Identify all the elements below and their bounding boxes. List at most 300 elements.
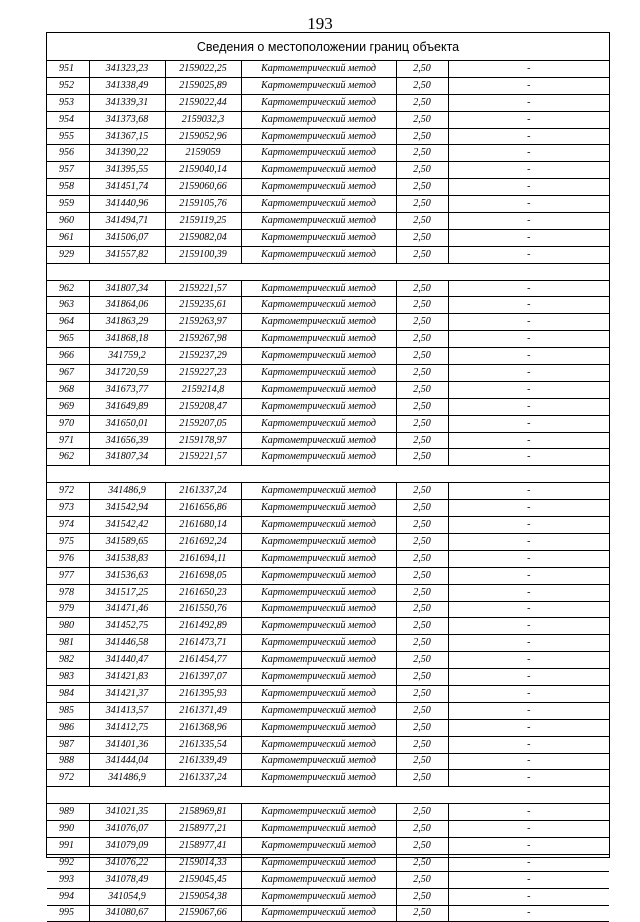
y-coordinate: 2161656,86 <box>165 500 241 517</box>
table-title: Сведения о местоположении границ объекта <box>47 33 609 61</box>
description-cell: - <box>448 685 609 702</box>
method-cell: Картометрический метод <box>241 719 396 736</box>
x-coordinate: 341021,35 <box>89 804 165 821</box>
table-row <box>47 821 609 838</box>
point-number: 995 <box>47 905 89 922</box>
accuracy-cell: 2,50 <box>396 753 448 770</box>
y-coordinate: 2159067,66 <box>165 905 241 922</box>
x-coordinate: 341650,01 <box>89 415 165 432</box>
accuracy-cell: 2,50 <box>396 145 448 162</box>
table-row <box>47 229 609 246</box>
x-coordinate: 341807,34 <box>89 280 165 297</box>
y-coordinate: 2159022,44 <box>165 94 241 111</box>
x-coordinate: 341440,47 <box>89 652 165 669</box>
method-cell: Картометрический метод <box>241 601 396 618</box>
y-coordinate: 2159060,66 <box>165 179 241 196</box>
description-cell: - <box>448 213 609 230</box>
table-row <box>47 702 609 719</box>
description-cell: - <box>448 652 609 669</box>
accuracy-cell: 2,50 <box>396 550 448 567</box>
y-coordinate: 2159214,8 <box>165 381 241 398</box>
method-cell: Картометрический метод <box>241 94 396 111</box>
y-coordinate: 2161371,49 <box>165 702 241 719</box>
table-row <box>47 61 609 77</box>
x-coordinate: 341589,65 <box>89 533 165 550</box>
table-row <box>47 179 609 196</box>
point-number: 992 <box>47 854 89 871</box>
y-coordinate: 2158969,81 <box>165 804 241 821</box>
y-coordinate: 2161397,07 <box>165 669 241 686</box>
description-cell: - <box>448 871 609 888</box>
method-cell: Картометрический метод <box>241 331 396 348</box>
point-number: 929 <box>47 246 89 263</box>
method-cell: Картометрический метод <box>241 314 396 331</box>
point-number: 986 <box>47 719 89 736</box>
x-coordinate: 341367,15 <box>89 128 165 145</box>
accuracy-cell: 2,50 <box>396 770 448 787</box>
table-row <box>47 567 609 584</box>
accuracy-cell: 2,50 <box>396 246 448 263</box>
method-cell: Картометрический метод <box>241 685 396 702</box>
y-coordinate: 2161368,96 <box>165 719 241 736</box>
y-coordinate: 2161650,23 <box>165 584 241 601</box>
y-coordinate: 2159100,39 <box>165 246 241 263</box>
point-number: 976 <box>47 550 89 567</box>
point-number: 966 <box>47 348 89 365</box>
description-cell: - <box>448 365 609 382</box>
accuracy-cell: 2,50 <box>396 601 448 618</box>
accuracy-cell: 2,50 <box>396 837 448 854</box>
point-number: 963 <box>47 297 89 314</box>
method-cell: Картометрический метод <box>241 398 396 415</box>
accuracy-cell: 2,50 <box>396 804 448 821</box>
description-cell: - <box>448 821 609 838</box>
table-row <box>47 432 609 449</box>
description-cell: - <box>448 331 609 348</box>
accuracy-cell: 2,50 <box>396 213 448 230</box>
group-separator <box>47 263 609 280</box>
method-cell: Картометрический метод <box>241 196 396 213</box>
point-number: 993 <box>47 871 89 888</box>
separator-cell <box>47 263 609 280</box>
point-number: 971 <box>47 432 89 449</box>
point-number: 990 <box>47 821 89 838</box>
method-cell: Картометрический метод <box>241 905 396 922</box>
description-cell: - <box>448 517 609 534</box>
y-coordinate: 2161698,05 <box>165 567 241 584</box>
y-coordinate: 2159221,57 <box>165 449 241 466</box>
method-cell: Картометрический метод <box>241 111 396 128</box>
method-cell: Картометрический метод <box>241 381 396 398</box>
description-cell: - <box>448 229 609 246</box>
table-row <box>47 162 609 179</box>
y-coordinate: 2161694,11 <box>165 550 241 567</box>
method-cell: Картометрический метод <box>241 145 396 162</box>
y-coordinate: 2159040,14 <box>165 162 241 179</box>
y-coordinate: 2158977,41 <box>165 837 241 854</box>
y-coordinate: 2159082,04 <box>165 229 241 246</box>
description-cell: - <box>448 432 609 449</box>
description-cell: - <box>448 533 609 550</box>
x-coordinate: 341078,49 <box>89 871 165 888</box>
y-coordinate: 2159208,47 <box>165 398 241 415</box>
description-cell: - <box>448 584 609 601</box>
point-number: 994 <box>47 888 89 905</box>
table-row <box>47 348 609 365</box>
table-row <box>47 483 609 500</box>
description-cell: - <box>448 483 609 500</box>
method-cell: Картометрический метод <box>241 702 396 719</box>
point-number: 973 <box>47 500 89 517</box>
point-number: 968 <box>47 381 89 398</box>
point-number: 957 <box>47 162 89 179</box>
table-row <box>47 770 609 787</box>
accuracy-cell: 2,50 <box>396 314 448 331</box>
method-cell: Картометрический метод <box>241 871 396 888</box>
x-coordinate: 341506,07 <box>89 229 165 246</box>
accuracy-cell: 2,50 <box>396 432 448 449</box>
point-number: 969 <box>47 398 89 415</box>
accuracy-cell: 2,50 <box>396 905 448 922</box>
accuracy-cell: 2,50 <box>396 719 448 736</box>
y-coordinate: 2161550,76 <box>165 601 241 618</box>
accuracy-cell: 2,50 <box>396 61 448 77</box>
table-row <box>47 652 609 669</box>
table-row <box>47 837 609 854</box>
description-cell: - <box>448 669 609 686</box>
accuracy-cell: 2,50 <box>396 618 448 635</box>
point-number: 983 <box>47 669 89 686</box>
x-coordinate: 341656,39 <box>89 432 165 449</box>
description-cell: - <box>448 618 609 635</box>
table-row <box>47 128 609 145</box>
point-number: 964 <box>47 314 89 331</box>
point-number: 962 <box>47 449 89 466</box>
description-cell: - <box>448 314 609 331</box>
table-row <box>47 196 609 213</box>
x-coordinate: 341338,49 <box>89 77 165 94</box>
x-coordinate: 341452,75 <box>89 618 165 635</box>
table-row <box>47 111 609 128</box>
method-cell: Картометрический метод <box>241 770 396 787</box>
point-number: 977 <box>47 567 89 584</box>
point-number: 958 <box>47 179 89 196</box>
x-coordinate: 341451,74 <box>89 179 165 196</box>
point-number: 955 <box>47 128 89 145</box>
accuracy-cell: 2,50 <box>396 229 448 246</box>
accuracy-cell: 2,50 <box>396 533 448 550</box>
method-cell: Картометрический метод <box>241 61 396 77</box>
description-cell: - <box>448 381 609 398</box>
method-cell: Картометрический метод <box>241 837 396 854</box>
table-row <box>47 601 609 618</box>
accuracy-cell: 2,50 <box>396 331 448 348</box>
accuracy-cell: 2,50 <box>396 94 448 111</box>
point-number: 960 <box>47 213 89 230</box>
method-cell: Картометрический метод <box>241 280 396 297</box>
accuracy-cell: 2,50 <box>396 381 448 398</box>
x-coordinate: 341076,07 <box>89 821 165 838</box>
y-coordinate: 2158977,21 <box>165 821 241 838</box>
description-cell: - <box>448 702 609 719</box>
description-cell: - <box>448 500 609 517</box>
point-number: 952 <box>47 77 89 94</box>
x-coordinate: 341720,59 <box>89 365 165 382</box>
method-cell: Картометрический метод <box>241 888 396 905</box>
method-cell: Картометрический метод <box>241 635 396 652</box>
point-number: 953 <box>47 94 89 111</box>
y-coordinate: 2161339,49 <box>165 753 241 770</box>
method-cell: Картометрический метод <box>241 736 396 753</box>
table-row <box>47 314 609 331</box>
y-coordinate: 2159032,3 <box>165 111 241 128</box>
point-number: 962 <box>47 280 89 297</box>
table-row <box>47 517 609 534</box>
table-row <box>47 584 609 601</box>
method-cell: Картометрический метод <box>241 297 396 314</box>
method-cell: Картометрический метод <box>241 533 396 550</box>
y-coordinate: 2161680,14 <box>165 517 241 534</box>
description-cell: - <box>448 550 609 567</box>
description-cell: - <box>448 128 609 145</box>
accuracy-cell: 2,50 <box>396 888 448 905</box>
description-cell: - <box>448 179 609 196</box>
accuracy-cell: 2,50 <box>396 348 448 365</box>
y-coordinate: 2159025,89 <box>165 77 241 94</box>
method-cell: Картометрический метод <box>241 179 396 196</box>
group-separator <box>47 787 609 804</box>
table-row <box>47 550 609 567</box>
y-coordinate: 2159022,25 <box>165 61 241 77</box>
method-cell: Картометрический метод <box>241 483 396 500</box>
accuracy-cell: 2,50 <box>396 449 448 466</box>
x-coordinate: 341054,9 <box>89 888 165 905</box>
x-coordinate: 341079,09 <box>89 837 165 854</box>
x-coordinate: 341076,22 <box>89 854 165 871</box>
table-row <box>47 94 609 111</box>
description-cell: - <box>448 145 609 162</box>
x-coordinate: 341373,68 <box>89 111 165 128</box>
x-coordinate: 341864,06 <box>89 297 165 314</box>
description-cell: - <box>448 770 609 787</box>
point-number: 988 <box>47 753 89 770</box>
table-row <box>47 365 609 382</box>
method-cell: Картометрический метод <box>241 821 396 838</box>
y-coordinate: 2159207,05 <box>165 415 241 432</box>
y-coordinate: 2161335,54 <box>165 736 241 753</box>
table-row <box>47 905 609 922</box>
boundary-sheet <box>46 32 610 919</box>
x-coordinate: 341538,83 <box>89 550 165 567</box>
accuracy-cell: 2,50 <box>396 584 448 601</box>
description-cell: - <box>448 297 609 314</box>
accuracy-cell: 2,50 <box>396 297 448 314</box>
point-number: 972 <box>47 770 89 787</box>
table-row <box>47 246 609 263</box>
x-coordinate: 341542,42 <box>89 517 165 534</box>
y-coordinate: 2161492,89 <box>165 618 241 635</box>
description-cell: - <box>448 77 609 94</box>
accuracy-cell: 2,50 <box>396 179 448 196</box>
x-coordinate: 341486,9 <box>89 770 165 787</box>
x-coordinate: 341494,71 <box>89 213 165 230</box>
coordinates-table-body <box>47 61 609 922</box>
point-number: 985 <box>47 702 89 719</box>
table-row <box>47 297 609 314</box>
description-cell: - <box>448 94 609 111</box>
point-number: 978 <box>47 584 89 601</box>
x-coordinate: 341390,22 <box>89 145 165 162</box>
description-cell: - <box>448 601 609 618</box>
description-cell: - <box>448 415 609 432</box>
y-coordinate: 2161473,71 <box>165 635 241 652</box>
point-number: 981 <box>47 635 89 652</box>
y-coordinate: 2159221,57 <box>165 280 241 297</box>
description-cell: - <box>448 567 609 584</box>
accuracy-cell: 2,50 <box>396 871 448 888</box>
method-cell: Картометрический метод <box>241 348 396 365</box>
description-cell: - <box>448 280 609 297</box>
separator-cell <box>47 466 609 483</box>
point-number: 979 <box>47 601 89 618</box>
method-cell: Картометрический метод <box>241 365 396 382</box>
description-cell: - <box>448 905 609 922</box>
description-cell: - <box>448 348 609 365</box>
description-cell: - <box>448 61 609 77</box>
point-number: 967 <box>47 365 89 382</box>
y-coordinate: 2159235,61 <box>165 297 241 314</box>
x-coordinate: 341412,75 <box>89 719 165 736</box>
y-coordinate: 2159059 <box>165 145 241 162</box>
point-number: 980 <box>47 618 89 635</box>
x-coordinate: 341421,83 <box>89 669 165 686</box>
y-coordinate: 2159178,97 <box>165 432 241 449</box>
x-coordinate: 341807,34 <box>89 449 165 466</box>
accuracy-cell: 2,50 <box>396 483 448 500</box>
x-coordinate: 341421,37 <box>89 685 165 702</box>
x-coordinate: 341395,55 <box>89 162 165 179</box>
x-coordinate: 341323,23 <box>89 61 165 77</box>
x-coordinate: 341557,82 <box>89 246 165 263</box>
point-number: 984 <box>47 685 89 702</box>
table-row <box>47 280 609 297</box>
accuracy-cell: 2,50 <box>396 567 448 584</box>
x-coordinate: 341517,25 <box>89 584 165 601</box>
accuracy-cell: 2,50 <box>396 196 448 213</box>
accuracy-cell: 2,50 <box>396 500 448 517</box>
method-cell: Картометрический метод <box>241 753 396 770</box>
x-coordinate: 341486,9 <box>89 483 165 500</box>
y-coordinate: 2161337,24 <box>165 770 241 787</box>
description-cell: - <box>448 804 609 821</box>
x-coordinate: 341339,31 <box>89 94 165 111</box>
x-coordinate: 341401,36 <box>89 736 165 753</box>
y-coordinate: 2159267,98 <box>165 331 241 348</box>
description-cell: - <box>448 398 609 415</box>
point-number: 989 <box>47 804 89 821</box>
y-coordinate: 2161337,24 <box>165 483 241 500</box>
description-cell: - <box>448 449 609 466</box>
table-row <box>47 415 609 432</box>
method-cell: Картометрический метод <box>241 500 396 517</box>
x-coordinate: 341440,96 <box>89 196 165 213</box>
accuracy-cell: 2,50 <box>396 398 448 415</box>
point-number: 982 <box>47 652 89 669</box>
point-number: 972 <box>47 483 89 500</box>
point-number: 954 <box>47 111 89 128</box>
point-number: 965 <box>47 331 89 348</box>
y-coordinate: 2161395,93 <box>165 685 241 702</box>
method-cell: Картометрический метод <box>241 77 396 94</box>
x-coordinate: 341673,77 <box>89 381 165 398</box>
table-row <box>47 635 609 652</box>
table-row <box>47 871 609 888</box>
accuracy-cell: 2,50 <box>396 736 448 753</box>
method-cell: Картометрический метод <box>241 415 396 432</box>
x-coordinate: 341080,67 <box>89 905 165 922</box>
accuracy-cell: 2,50 <box>396 821 448 838</box>
accuracy-cell: 2,50 <box>396 669 448 686</box>
x-coordinate: 341759,2 <box>89 348 165 365</box>
accuracy-cell: 2,50 <box>396 128 448 145</box>
point-number: 951 <box>47 61 89 77</box>
table-row <box>47 77 609 94</box>
table-row <box>47 719 609 736</box>
accuracy-cell: 2,50 <box>396 652 448 669</box>
y-coordinate: 2159014,33 <box>165 854 241 871</box>
y-coordinate: 2159119,25 <box>165 213 241 230</box>
x-coordinate: 341446,58 <box>89 635 165 652</box>
group-separator <box>47 466 609 483</box>
table-row <box>47 533 609 550</box>
method-cell: Картометрический метод <box>241 449 396 466</box>
description-cell: - <box>448 888 609 905</box>
description-cell: - <box>448 635 609 652</box>
description-cell: - <box>448 837 609 854</box>
method-cell: Картометрический метод <box>241 517 396 534</box>
x-coordinate: 341471,46 <box>89 601 165 618</box>
table-row <box>47 449 609 466</box>
accuracy-cell: 2,50 <box>396 517 448 534</box>
accuracy-cell: 2,50 <box>396 635 448 652</box>
method-cell: Картометрический метод <box>241 652 396 669</box>
accuracy-cell: 2,50 <box>396 280 448 297</box>
description-cell: - <box>448 854 609 871</box>
point-number: 975 <box>47 533 89 550</box>
y-coordinate: 2159227,23 <box>165 365 241 382</box>
table-row <box>47 398 609 415</box>
x-coordinate: 341649,89 <box>89 398 165 415</box>
accuracy-cell: 2,50 <box>396 111 448 128</box>
accuracy-cell: 2,50 <box>396 365 448 382</box>
description-cell: - <box>448 162 609 179</box>
method-cell: Картометрический метод <box>241 584 396 601</box>
table-row <box>47 753 609 770</box>
table-row <box>47 804 609 821</box>
x-coordinate: 341413,57 <box>89 702 165 719</box>
point-number: 959 <box>47 196 89 213</box>
point-number: 987 <box>47 736 89 753</box>
y-coordinate: 2159052,96 <box>165 128 241 145</box>
table-row <box>47 669 609 686</box>
accuracy-cell: 2,50 <box>396 685 448 702</box>
table-row <box>47 145 609 162</box>
table-row <box>47 331 609 348</box>
point-number: 991 <box>47 837 89 854</box>
description-cell: - <box>448 246 609 263</box>
coordinates-table <box>47 61 609 922</box>
y-coordinate: 2161692,24 <box>165 533 241 550</box>
